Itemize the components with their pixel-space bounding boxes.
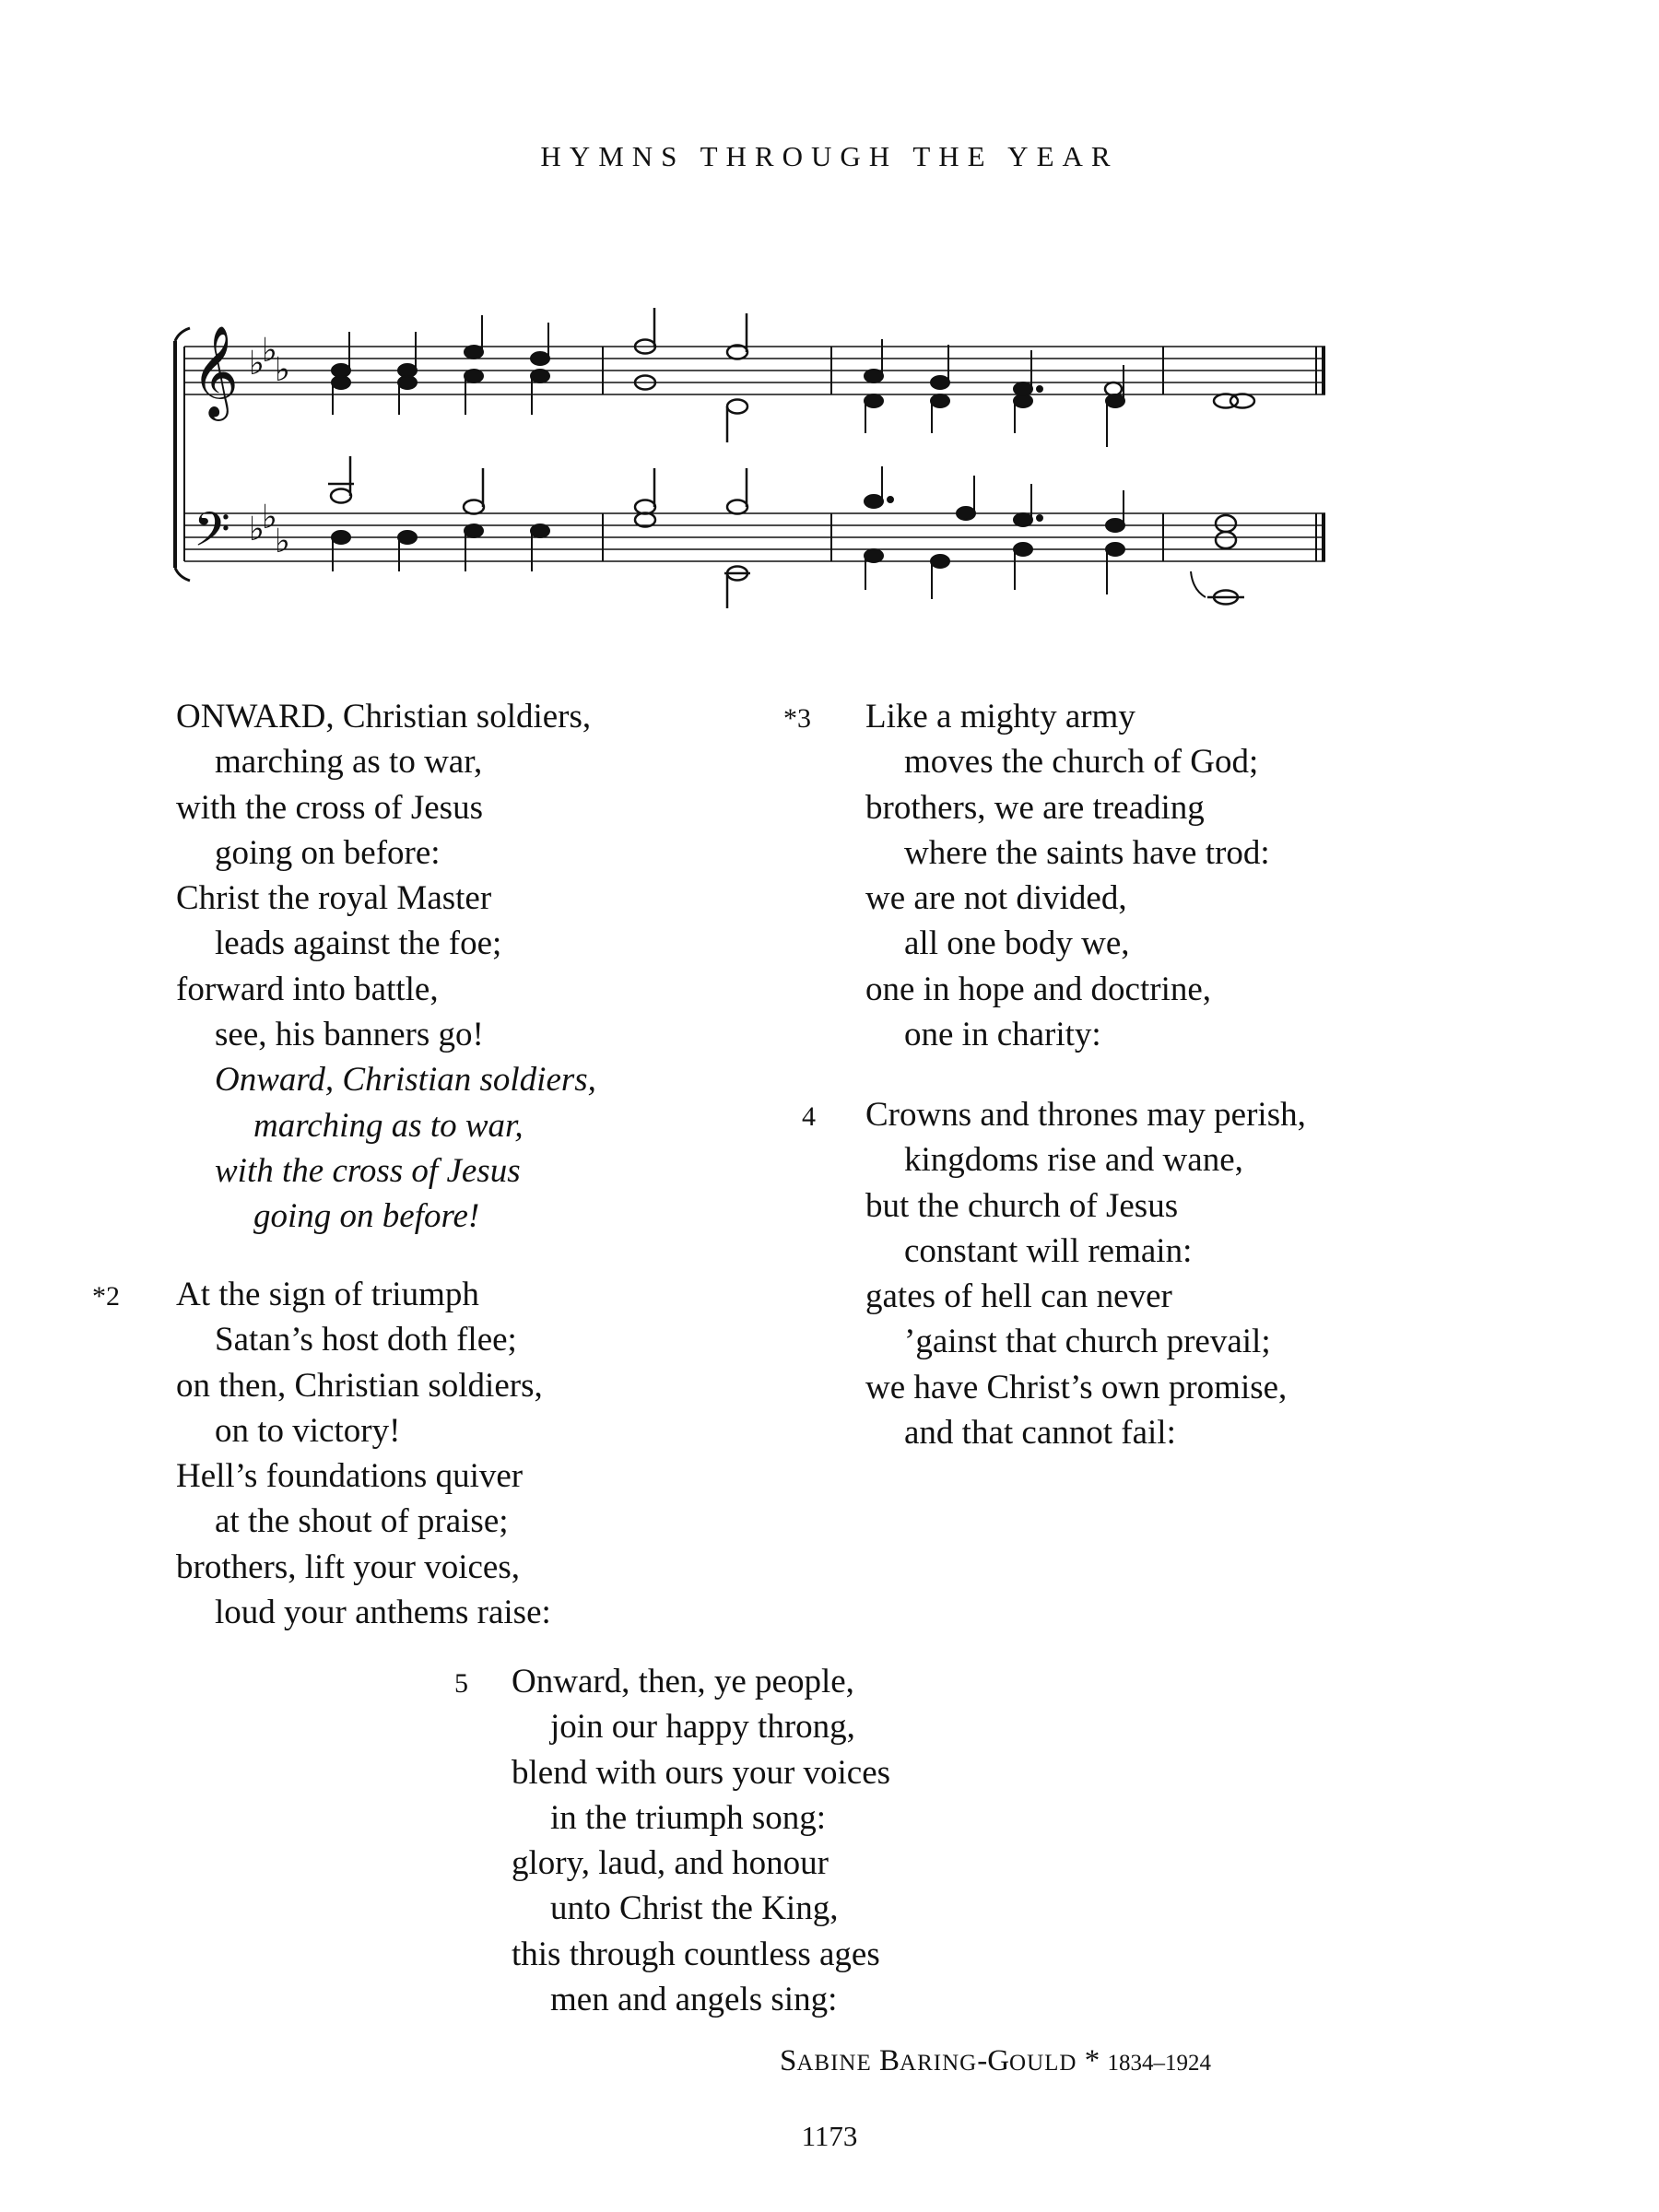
refrain-line: Onward, Christian soldiers,	[215, 1061, 596, 1100]
author-initial: B	[879, 2044, 900, 2077]
verse-line: At the sign of triumph	[176, 1276, 479, 1313]
verse-line: in the triumph song:	[550, 1798, 827, 1837]
verse-line: but the church of Jesus	[865, 1186, 1179, 1225]
verse-line: unto Christ the King,	[550, 1889, 839, 1928]
verse-line: see, his banners go!	[215, 1016, 484, 1054]
verse-4	[865, 1092, 1306, 1455]
page-number: 1173	[801, 2120, 858, 2152]
svg-text:♭: ♭	[275, 523, 290, 560]
verse-line: we have Christ’s own promise,	[865, 1368, 1288, 1406]
svg-text:𝄞: 𝄞	[192, 325, 239, 418]
verse-line: on to victory!	[215, 1411, 401, 1450]
verse-line: ONWARD, Christian soldiers,	[176, 698, 592, 735]
verse-line: ’gainst that church prevail;	[904, 1323, 1271, 1361]
refrain-line: with the cross of Jesus	[215, 1151, 521, 1190]
svg-text:♭: ♭	[262, 332, 277, 370]
author-initial: G	[987, 2044, 1010, 2077]
verse-line: brothers, we are treading	[865, 788, 1205, 827]
verse-number: 5	[454, 1668, 468, 1699]
svg-text:♭: ♭	[249, 511, 265, 548]
author-initial: S	[780, 2044, 797, 2077]
verse-line: leads against the foe;	[215, 924, 502, 963]
verse-line: we are not divided,	[865, 879, 1127, 918]
verse-line: Christ the royal Master	[176, 879, 492, 918]
verse-line: marching as to war,	[215, 743, 483, 782]
verse-line: kingdoms rise and wane,	[904, 1141, 1243, 1180]
svg-text:𝄢: 𝄢	[194, 501, 230, 569]
verse-1	[176, 694, 596, 1240]
verse-line: Satan’s host doth flee;	[215, 1321, 517, 1359]
author-attribution	[780, 2044, 1211, 2078]
author-smallcaps: ARING	[900, 2051, 978, 2076]
verse-line: and that cannot fail:	[904, 1414, 1176, 1453]
verse-5	[512, 1659, 890, 2022]
verse-line: moves the church of God;	[904, 743, 1259, 782]
verse-line: gates of hell can never	[865, 1277, 1172, 1316]
refrain-line: going on before!	[253, 1197, 480, 1236]
alteration-mark: *	[1084, 2044, 1100, 2077]
svg-text:♭: ♭	[275, 351, 290, 389]
running-header: HYMNS THROUGH THE YEAR	[540, 140, 1119, 172]
verse-line: brothers, lift your voices,	[176, 1547, 520, 1586]
verse-2	[176, 1272, 551, 1635]
verse-line: Like a mighty army	[865, 698, 1135, 735]
verse-line: one in charity:	[904, 1016, 1101, 1054]
author-hyphen: -	[977, 2044, 988, 2077]
verse-line: going on before:	[215, 833, 441, 872]
verse-line: at the shout of praise;	[215, 1502, 509, 1541]
verse-line: Onward, then, ye people,	[512, 1663, 854, 1700]
verse-line: constant will remain:	[904, 1231, 1193, 1270]
verse-line: with the cross of Jesus	[176, 788, 483, 827]
svg-text:♭: ♭	[249, 345, 265, 382]
svg-text:♭: ♭	[262, 499, 277, 536]
author-smallcaps: ABINE	[796, 2051, 872, 2076]
verse-line: Hell’s foundations quiver	[176, 1457, 524, 1496]
verse-line: one in hope and doctrine,	[865, 970, 1212, 1008]
verse-number: 4	[802, 1101, 816, 1132]
author-years: 1834–1924	[1107, 2051, 1211, 2076]
verse-line: on then, Christian soldiers,	[176, 1366, 543, 1405]
verse-3	[865, 694, 1270, 1057]
verse-line: forward into battle,	[176, 970, 439, 1008]
verse-number: *2	[92, 1281, 120, 1312]
verse-line: men and angels sing:	[550, 1981, 838, 2019]
verse-line: join our happy throng,	[550, 1708, 855, 1747]
verse-number: *3	[783, 703, 811, 734]
verse-line: loud your anthems raise:	[215, 1594, 551, 1632]
verse-line: where the saints have trod:	[904, 833, 1270, 872]
verse-line: this through countless ages	[512, 1935, 880, 1973]
refrain-line: marching as to war,	[253, 1106, 524, 1145]
verse-line: all one body we,	[904, 924, 1130, 963]
verse-line: glory, laud, and honour	[512, 1844, 829, 1883]
author-smallcaps: OULD	[1009, 2051, 1077, 2076]
verse-line: Crowns and thrones may perish,	[865, 1096, 1306, 1134]
verse-line: blend with ours your voices	[512, 1753, 891, 1792]
musical-score	[166, 295, 1346, 608]
